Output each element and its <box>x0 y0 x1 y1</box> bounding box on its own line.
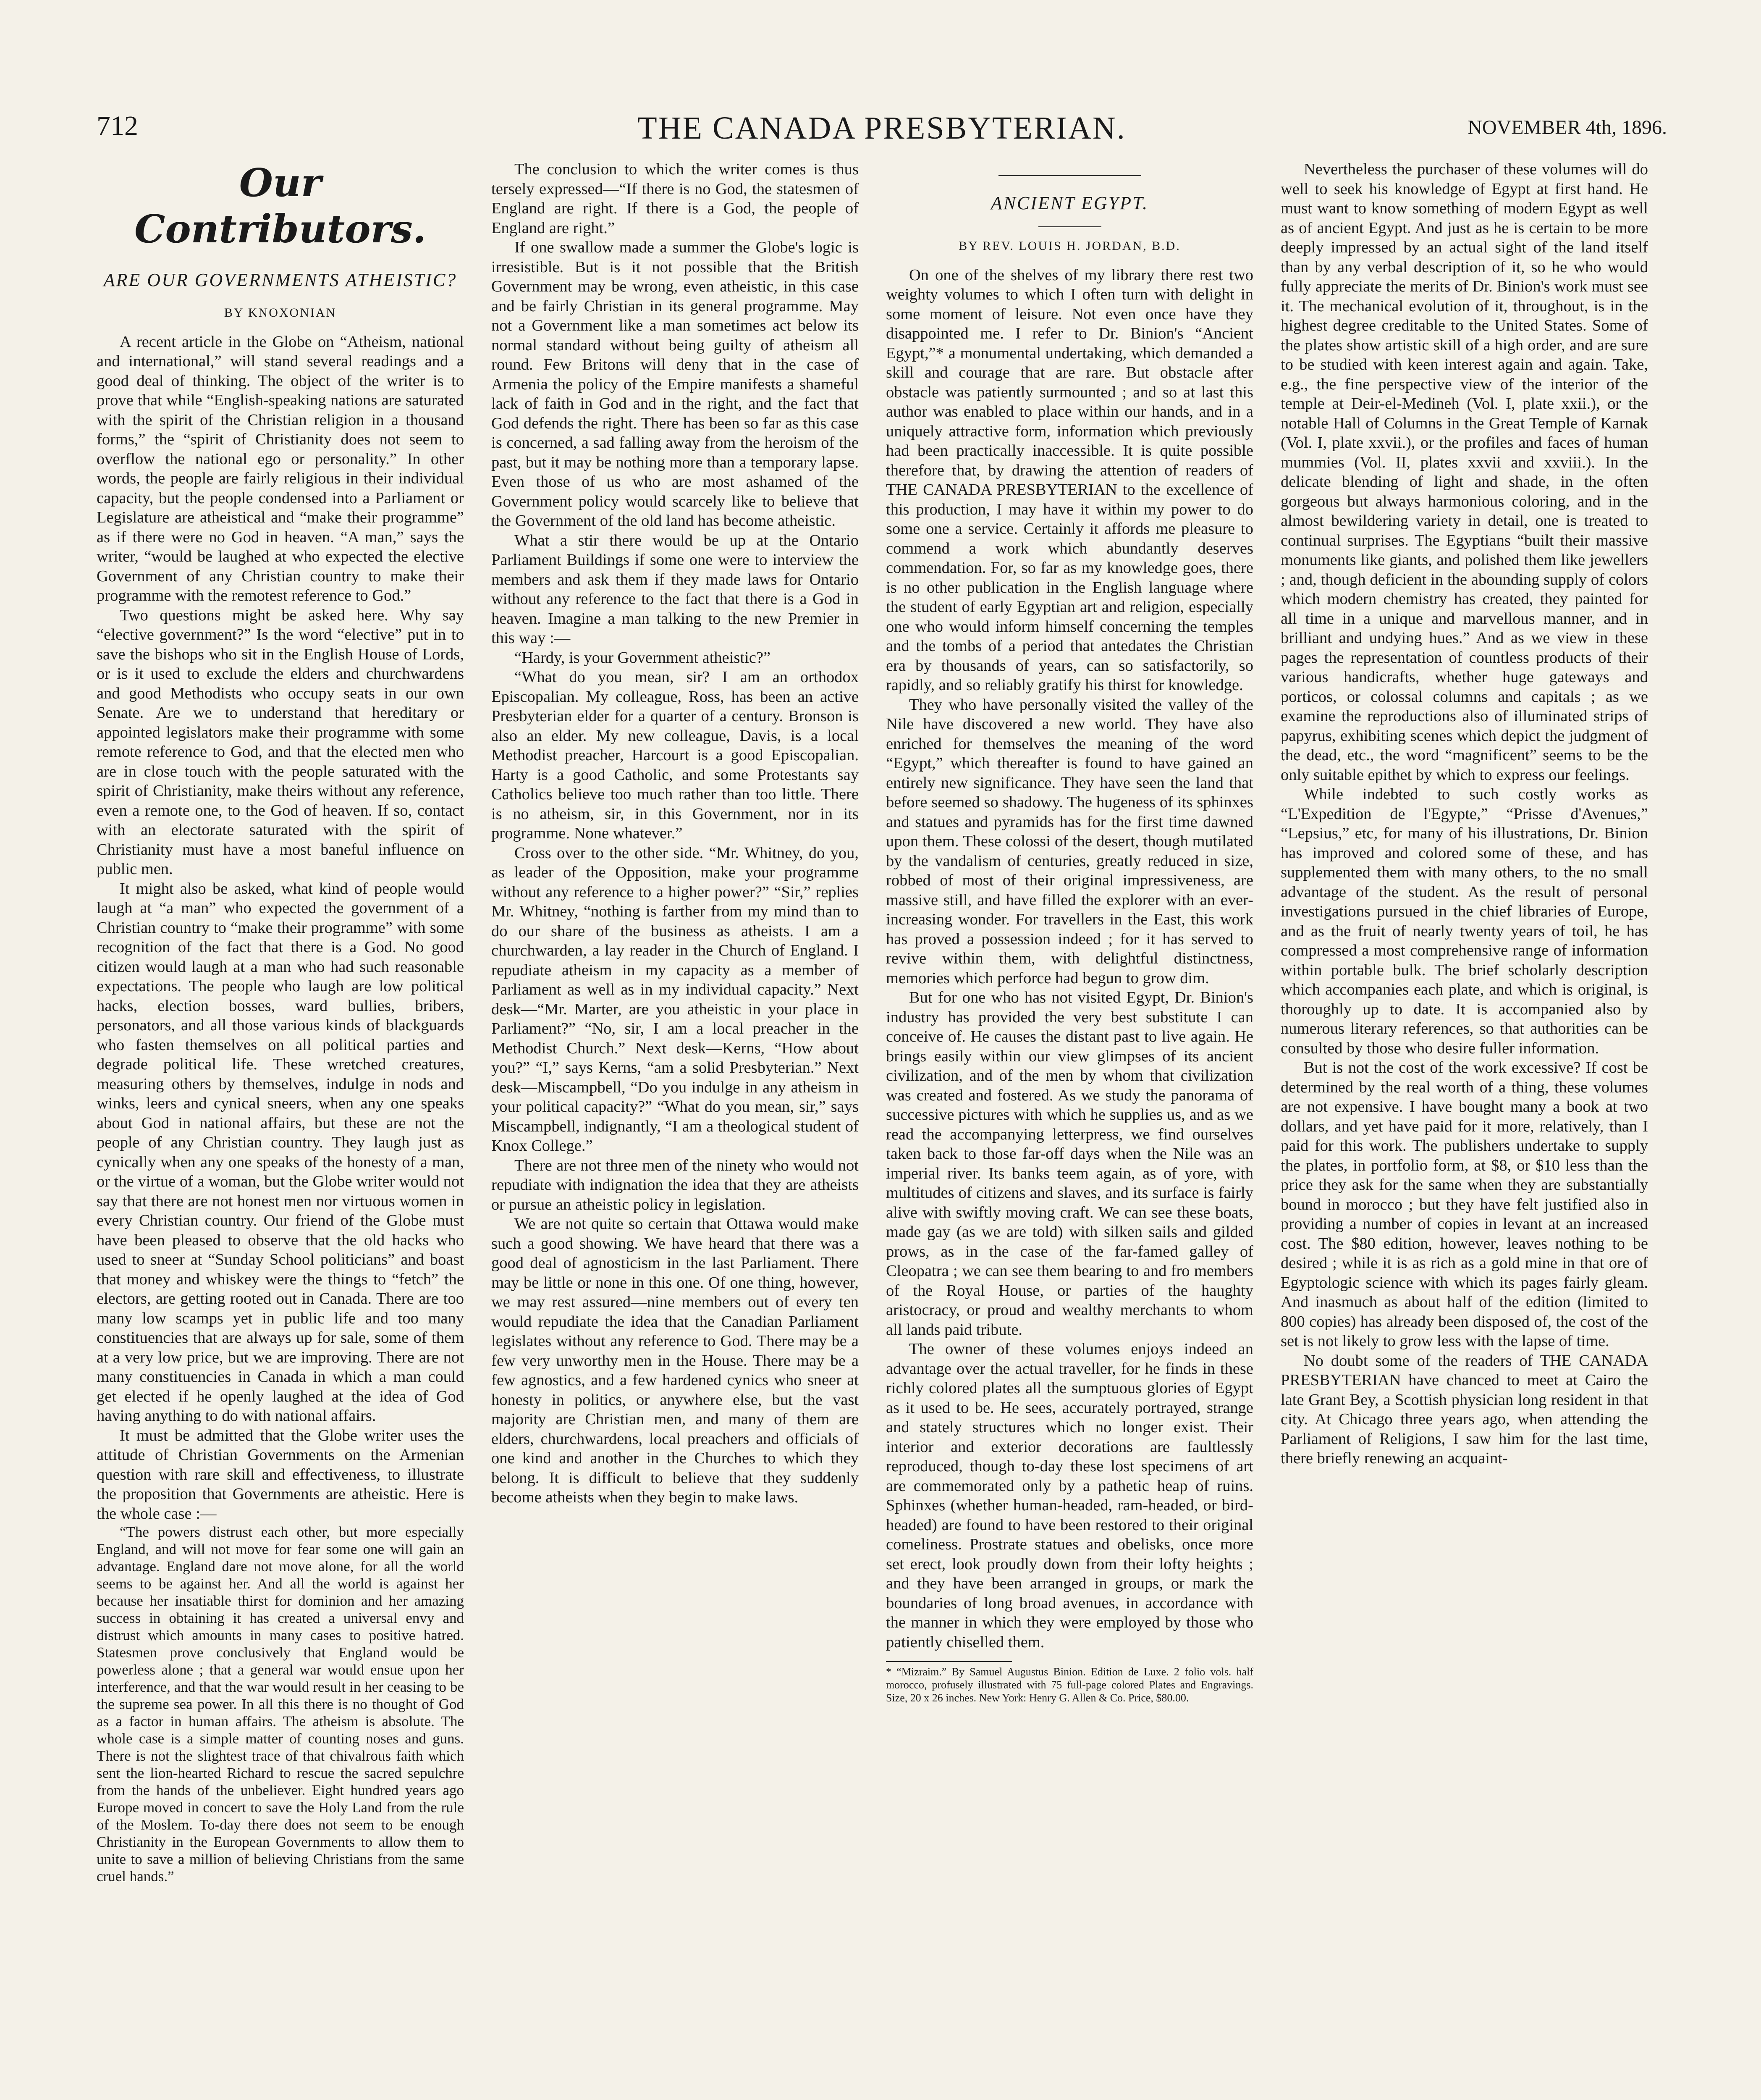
paragraph: It might also be asked, what kind of people would laugh at “a man” who expected the government of a Christian country to “make their programme” with some recognition of the fact that there is a God. No good citizen would laugh at a man who had such reasonable expectations. The people who laugh are low political hacks, election bosses, ward bullies, bribers, personators, and all those various kinds of blackguards who fasten themselves on all political parties and degrade political life. These wretched creatures, measuring others by themselves, indulge in nods and winks, leers and cynical sneers, when any one speaks about God in national affairs, but these are not the people of any Christian country. They laugh just as cynically when any one speaks of the honesty of a man, or the virtue of a woman, but the Globe writer would not say that there are not honest men nor virtuous women in every Christian country. Our friend of the Globe must have been pleased to observe that the old hacks who used to sneer at “Sunday School politicians” and boast that money and whiskey were the things to “fetch” the electors, are getting rooted out in Canada. There are too many low scamps yet in public life and too many constituencies that are always up for sale, some of them at a very low price, but we are improving. There are not many constituencies in Canada in which a man could get elected if he openly laughed at the idea of God having anything to do with national affairs. <box>97 879 464 1425</box>
article-byline: BY KNOXONIAN <box>224 306 337 320</box>
department-heading: Our Contributors. <box>134 160 426 252</box>
column-2 <box>491 160 859 2100</box>
paragraph: Nevertheless the purchaser of these volumes will do well to seek his knowledge of Egypt at first hand. He must want to know something of modern Egypt as well as of ancient Egypt. And just as he is certain to be more deeply impressed by an actual sight of the land itself than by any verbal description of it, so he who would fully appreciate the merits of Dr. Binion's work must see it. The mechanical evolution of it, throughout, is in the highest degree creditable to the United States. Some of the plates show artistic skill of a high order, and are sure to be studied with keen interest again and again. Take, e.g., the fine perspective view of the interior of the temple at Deir-el-Medineh (Vol. I, plate xxii.), or the notable Hall of Columns in the Great Temple of Karnak (Vol. I, plate xxvii.), or the profiles and faces of human mummies (Vol. II, plates xxvii and xxviii.). In the delicate blending of light and shade, in the often gorgeous but always harmonious coloring, and in the almost bewildering variety in detail, one is treated to continual surprises. The Egyptians “built their massive monuments like giants, and polished them like jewellers ; and, though deficient in the abounding supply of colors which modern chemistry has created, they painted for all time in a unique and marvellous manner, and in brilliant and undying hues.” And as we view in these pages the representation of countless products of their various handicrafts, whether huge gateways and porticos, or colossal columns and capitals ; as we examine the reproductions also of illuminated strips of papyrus, exhibiting scenes which depict the judgment of the dead, etc., the word “magnificent” seems to be the only suitable epithet by which to express our feelings. <box>1281 160 1648 784</box>
column-3 <box>886 160 1253 2100</box>
footnote: * “Mizraim.” By Samuel Augustus Binion. Edition de Luxe. 2 folio vols. half morocco, profusely illustrated with 75 full-page colored Plates and Engravings. Size, 20 x 26 inches. New York: Henry G. Allen & Co. Price, $80.00. <box>886 1666 1253 1704</box>
paragraph: We are not quite so certain that Ottawa would make such a good showing. We have heard that there was a good deal of agnosticism in the last Parliament. There may be little or none in this one. Of one thing, however, we may rest assured—nine members out of every ten would repudiate the idea that the Canadian Parliament legislates without any reference to God. There may be a few very unworthy men in the House. There may be a few agnostics, and a few hardened cynics who sneer at honesty in politics, or anywhere else, but the vast majority are Christian men, and many of them are elders, churchwardens, local preachers and officials of one kind and another in the Churches to which they belong. It is difficult to believe that they suddenly become atheists when they begin to make laws. <box>491 1215 859 1506</box>
paragraph: It must be admitted that the Globe writer uses the attitude of Christian Governments on the Armenian question with rare skill and effectiveness, to illustrate the proposition that Governments are atheistic. Here is the whole case :— <box>97 1426 464 1522</box>
paragraph: Cross over to the other side. “Mr. Whitney, do you, as leader of the Opposition, make your programme without any reference to a higher power?” “Sir,” replies Mr. Whitney, “nothing is farther from my mind than to do our share of the business as atheists. I am a churchwarden, a lay reader in the Church of England. I repudiate atheism in my capacity as a member of Parliament as well as in my individual capacity.” Next desk—“Mr. Marter, are you atheistic in your place in Parliament?” “No, sir, I am a local preacher in the Methodist Church.” Next desk—Kerns, “How about you?” “I,” says Kerns, “am a solid Presbyterian.” Next desk—Miscampbell, “Do you indulge in any atheism in your political capacity?” “What do you mean, sir,” says Miscampbell, indignantly, “I am a theological student of Knox College.” <box>491 844 859 1155</box>
paragraph: A recent article in the Globe on “Atheism, national and international,” will stand several readings and a good deal of thinking. The object of the writer is to prove that while “English-speaking nations are saturated with the spirit of the Christian religion in a thousand forms,” the “spirit of Christianity does not seem to overflow the national ego or personality.” In other words, the people are fairly religious in their individual capacity, but the people condensed into a Parliament or Legislature are atheistical and “make their programme” as if there were no God in heaven. “A man,” says the writer, “would be laughed at who expected the elective Government of any Christian country to make their programme with the remotest reference to God.” <box>97 333 464 604</box>
column-4 <box>1281 160 1648 2100</box>
paragraph: If one swallow made a summer the Globe's logic is irresistible. But is it not possible that the British Government may be wrong, even atheistic, in this case and be fairly Christian in its general programme. May not a Government like a man sometimes act below its normal standard without being guilty of atheism all round. Few Britons will deny that in the case of Armenia the policy of the Empire manifests a shameful lack of faith in God and in the right, and the fact that God defends the right. There has been so far as this case is concerned, a sad falling away from the heroism of the past, but it may be nothing more than a temporary lapse. Even those of us who are most ashamed of the Government policy would scarcely like to believe that the Government of the old land has become atheistic. <box>491 239 859 530</box>
paragraph: There are not three men of the ninety who would not repudiate with indignation the idea that they are atheists or pursue an atheistic policy in legislation. <box>491 1156 859 1213</box>
article-byline: BY REV. LOUIS H. JORDAN, B.D. <box>959 239 1181 253</box>
paragraph: But is not the cost of the work excessive? If cost be determined by the real worth of a thing, these volumes are not expensive. I have bought many a book at two dollars, and yet have paid for it more, relatively, than I paid for this work. The publishers undertake to supply the plates, in portfolio form, at $8, or $10 less than the price they ask for the same when they are substantially bound in morocco ; but they have felt justified also in providing a number of copies in levant at an increased cost. The $80 edition, however, leaves nothing to be desired ; while it is as rich as a gold mine in that ore of Egyptologic science with which its pages fairly gleam. And inasmuch as about half of the edition (limited to 800 copies) has already been disposed of, the cost of the set is not likely to grow less with the lapse of time. <box>1281 1059 1648 1350</box>
column-1 <box>97 160 464 2100</box>
article-title: ANCIENT EGYPT. <box>991 193 1149 213</box>
page-header <box>97 110 1667 148</box>
paragraph: “What do you mean, sir? I am an orthodox Episcopalian. My colleague, Ross, has been an active Presbyterian elder for a quarter of a century. Bronson is also an elder. My new colleague, Davis, is a local Methodist preacher, Harcourt is a good Episcopalian. Harty is a good Catholic, and some Protestants say Catholics believe too much rather than too little. There is no atheism, sir, in this Government, nor in its programme. None whatever.” <box>491 668 859 842</box>
paragraph: What a stir there would be up at the Ontario Parliament Buildings if some one were to interview the members and ask them if they made laws for Ontario without any reference to the fact that there is a God in heaven. Imagine a man talking to the new Premier in this way :— <box>491 531 859 647</box>
paragraph: On one of the shelves of my library there rest two weighty volumes to which I often turn with delight in some moment of leisure. Not even once have they disappointed me. I refer to Dr. Binion's “Ancient Egypt,”* a monumental undertaking, which demanded a skill and courage that are rare. But obstacle after obstacle was patiently surmounted ; and so at last this author was enabled to place within our hands, and in a uniquely attractive form, information which previously had been practically inaccessible. It is quite possible therefore that, by drawing the attention of readers of THE CANADA PRESBYTERIAN to the excellence of this production, I may have it within my power to do some one a service. Certainly it affords me pleasure to commend a work which abundantly deserves commendation. For, so far as my knowledge goes, there is no other publication in the English language where the student of early Egyptian art and religion, especially one who would inform himself concerning the temples and the tombs of a period that antedates the Christian era by thousands of years, can so satisfactorily, so rapidly, and so reliably gratify his thirst for knowledge. <box>886 266 1253 694</box>
article-title: ARE OUR GOVERNMENTS ATHEISTIC? <box>103 270 457 290</box>
paragraph: They who have personally visited the valley of the Nile have discovered a new world. They have also enriched for themselves the meaning of the word “Egypt,” which thereafter is found to have gained an entirely new significance. They have seen the land that before seemed so shadowy. The hugeness of its sphinxes and statues and pyramids has for the first time dawned upon them. These colossi of the desert, though mutilated by the vandalism of centuries, greatly reduced in size, robbed of most of their original impressiveness, are massive still, and have filled the explorer with an ever-increasing wonder. For travellers in the East, this work has proved a possession indeed ; for it has served to revive within them, with delightful distinctness, memories which perforce had begun to grow dim. <box>886 696 1253 987</box>
paragraph: The conclusion to which the writer comes is thus tersely expressed—“If there is no God, the statesmen of England are right. If there is a God, the people of England are right.” <box>491 160 859 237</box>
section-divider <box>998 175 1141 176</box>
title-rule <box>1038 226 1101 227</box>
footnote-rule <box>886 1661 1012 1662</box>
quoted-paragraph: “The powers distrust each other, but more especially England, and will not move for fear some one will gain an advantage. England dare not move alone, for all the world seems to be against her. And all the world is against her because her insatiable thirst for dominion and her amazing success in obtaining it has created a universal envy and distrust which amounts in many cases to positive hatred. Statesmen prove conclusively that England would be powerless alone ; that a general war would ensue upon her interference, and that the war would result in her ceasing to be the supreme sea power. In all this there is no thought of God as a factor in human affairs. The atheism is absolute. The whole case is a simple matter of counting noses and guns. There is not the slightest trace of that chivalrous faith which sent the lion-hearted Richard to rescue the sacred sepulchre from the hands of the unbeliever. Eight hundred years ago Europe moved in concert to save the Holy Land from the rule of the Moslem. To-day there does not seem to be enough Christianity in the European Governments to allow them to unite to save a million of believing Christians from the same cruel hands.” <box>97 1524 464 1885</box>
masthead: THE CANADA PRESBYTERIAN. <box>637 110 1126 146</box>
paragraph: No doubt some of the readers of THE CANADA PRESBYTERIAN have chanced to meet at Cairo the late Grant Bey, a Scottish physician long resident in that city. At Chicago three years ago, when attending the Parliament of Religions, I saw him for the last time, there briefly renewing an acquaint- <box>1281 1352 1648 1467</box>
paragraph: But for one who has not visited Egypt, Dr. Binion's industry has provided the very best substitute I can conceive of. He causes the distant past to live again. He brings easily within our view glimpses of its ancient civilization, and of the men by whom that civilization was created and fostered. As we study the panorama of successive pictures with which he supplies us, and as we read the accompanying letterpress, we find ourselves taken back to those far-off days when the Nile was an imperial river. Its banks teem again, as of yore, with multitudes of citizens and slaves, and its surface is fairly alive with swiftly moving craft. We can see these boats, made gay (as we are told) with silken sails and gilded prows, as in the case of the far-famed galley of Cleopatra ; we can see them bearing to and fro members of the Royal House, or parties of the haughty aristocracy, or proud and wealthy merchants to whom all lands paid tribute. <box>886 989 1253 1339</box>
page-number: 712 <box>97 110 138 141</box>
issue-date: NOVEMBER 4th, 1896. <box>1468 116 1667 139</box>
paragraph: The owner of these volumes enjoys indeed an advantage over the actual traveller, for he finds in these richly colored plates all the sumptuous glories of Egypt as it used to be. He sees, accurately portrayed, strange and stately structures which no longer exist. Their interior and exterior decorations are faultlessly reproduced, though to-day these lost specimens of art are commemorated only by a pathetic heap of ruins. Sphinxes (whether human-headed, ram-headed, or bird-headed) are found to have been restored to their original comeliness. Prostrate statues and obelisks, once more set erect, look proudly down from their lofty heights ; and they have been arranged in groups, or mark the boundaries of long broad avenues, in accordance with the manner in which they were employed by those who patiently chiselled them. <box>886 1340 1253 1651</box>
paragraph: Two questions might be asked here. Why say “elective government?” Is the word “elective” put in to save the bishops who sit in the English House of Lords, or is it used to exclude the elders and churchwardens and good Methodists who occupy seats in our own Senate. Are we to understand that hereditary or appointed legislators make their programme with some remote reference to God, and that the elected men who are in close touch with the people saturated with the spirit of Christianity, make theirs without any reference, even a remote one, to the God of heaven. If so, contact with an electorate saturated with the spirit of Christianity must have a most baneful influence on public men. <box>97 606 464 878</box>
paragraph: While indebted to such costly works as “L'Expedition de l'Egypte,” “Prisse d'Avenues,” “Lepsius,” etc, for many of his illustrations, Dr. Binion has improved and colored some of these, and has supplemented them with many others, to the no small advantage of the student. As the result of personal investigations pursued in the chief libraries of Europe, and as the fruit of nearly twenty years of toil, he has compressed a most comprehensive range of information within portable bulk. The brief scholarly description which accompanies each plate, and which is original, is thoroughly up to date. It is accompanied also by numerous literary references, so that authorities can be consulted by those who desire fuller information. <box>1281 785 1648 1057</box>
paragraph: “Hardy, is your Government atheistic?” <box>514 648 771 667</box>
